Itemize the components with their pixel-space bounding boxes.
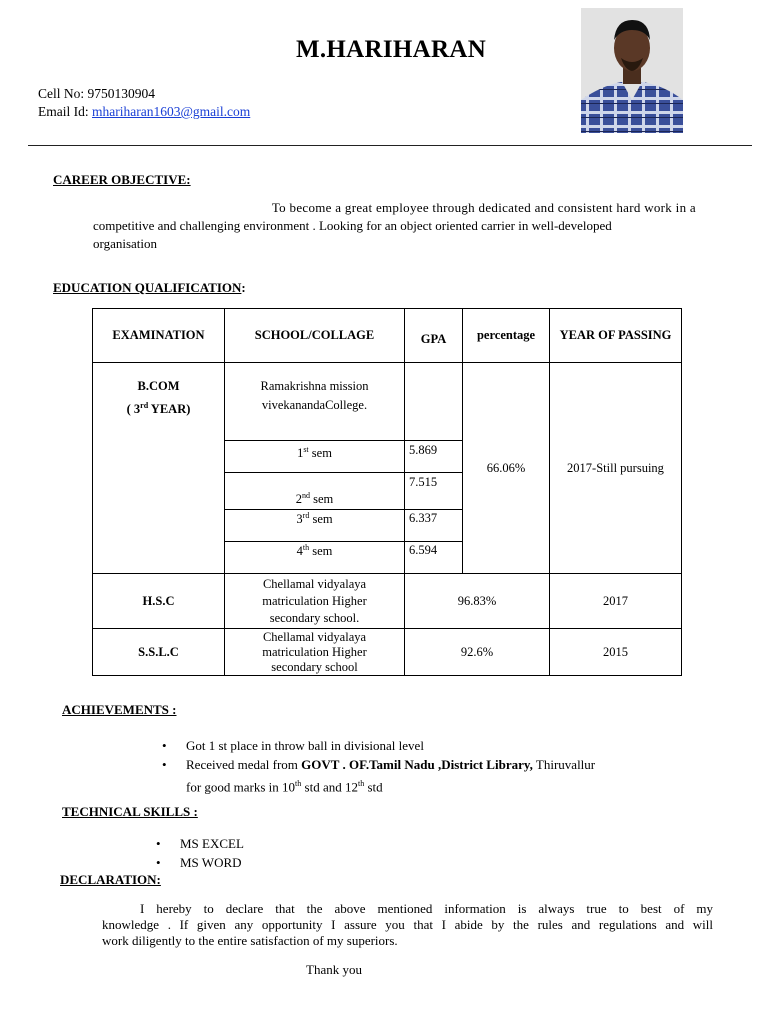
skills-list [156, 834, 244, 872]
header-divider [28, 145, 752, 146]
bcom-exam: B.COM [137, 379, 180, 393]
career-line-1: To become a great employee through dedicated and consistent hard work in a [271, 200, 696, 215]
sem-1-gpa: 5.869 [405, 441, 463, 473]
bullet-icon: • [162, 738, 167, 753]
cell-value: 9750130904 [87, 86, 155, 101]
cell-label: Cell No: [38, 86, 85, 101]
candidate-name: M.HARIHARAN [295, 36, 487, 63]
sslc-school-cell: Chellamal vidyalaya matriculation Higher secondary school [225, 629, 405, 676]
table-row [93, 363, 682, 441]
technical-skills-heading: TECHNICAL SKILLS : [62, 804, 198, 819]
bcom-school-cell [225, 363, 405, 441]
education-table [92, 308, 682, 676]
career-line-2: competitive and challenging environment . Looking for an object oriented carrier in well-developed [93, 218, 612, 233]
sem-4-label: 4th sem [225, 542, 405, 574]
bcom-year-of-study: ( 3rd YEAR) [126, 401, 191, 417]
hsc-school-cell: Chellamal vidyalaya matriculation Higher secondary school. [225, 574, 405, 629]
sem-4-gpa: 6.594 [405, 542, 463, 574]
email-label: Email Id: [38, 104, 89, 119]
bcom-year-passing: 2017-Still pursuing [550, 363, 682, 574]
list-item: • MS EXCEL [156, 836, 244, 851]
declaration-line-2: knowledge . If given any opportunity I assure you that I abide by the rules and regulations and will [102, 917, 713, 932]
header-percentage: percentage [463, 309, 550, 363]
sslc-year-passing: 2015 [550, 629, 682, 676]
sem-2-label: 2nd sem [225, 473, 405, 510]
list-item: • Got 1 st place in throw ball in divisional level [162, 738, 424, 753]
achievements-list [162, 736, 595, 796]
declaration-line-3: work diligently to the entire satisfaction of my superiors. [102, 933, 398, 948]
bcom-school-line-2: vivekanandaCollege. [261, 398, 368, 412]
career-objective-heading: CAREER OBJECTIVE: [53, 172, 191, 187]
sslc-percentage: 92.6% [405, 629, 550, 676]
declaration-text [102, 901, 713, 949]
table-row [93, 574, 682, 629]
header-school: SCHOOL/COLLAGE [225, 309, 405, 363]
email-line [38, 104, 250, 120]
bcom-gpa-empty [405, 363, 463, 441]
sem-3-gpa: 6.337 [405, 510, 463, 542]
sem-2-gpa: 7.515 [405, 473, 463, 510]
header-year: YEAR OF PASSING [550, 309, 682, 363]
declaration-heading: DECLARATION: [60, 872, 161, 887]
header-gpa: GPA [405, 309, 463, 363]
career-line-3: organisation [93, 236, 158, 251]
bullet-icon: • [162, 757, 167, 772]
table-header-row [93, 309, 682, 363]
header-examination: EXAMINATION [93, 309, 225, 363]
list-item: • Received medal from GOVT . OF.Tamil Nadu ,District Library, Thiruvallur for good marks in 10th std and 12th std [162, 757, 596, 795]
email-link[interactable]: mhariharan1603@gmail.com [92, 104, 251, 119]
education-heading: EDUCATION QUALIFICATION [53, 280, 242, 295]
declaration-line-1: I hereby to declare that the above mentioned information is always true to best of my [140, 901, 713, 916]
education-heading-line: EDUCATION QUALIFICATION: [53, 280, 246, 295]
hsc-year-passing: 2017 [550, 574, 682, 629]
sem-1-label: 1st sem [225, 441, 405, 473]
table-row [93, 629, 682, 676]
bcom-school-line-1: Ramakrishna mission [260, 379, 369, 393]
career-objective-text [93, 199, 696, 253]
sem-3-label: 3rd sem [225, 510, 405, 542]
closing-text: Thank you [306, 962, 362, 977]
hsc-exam: H.S.C [93, 574, 225, 629]
sslc-exam: S.S.L.C [93, 629, 225, 676]
list-item: • MS WORD [156, 855, 242, 870]
hsc-percentage: 96.83% [405, 574, 550, 629]
achievements-heading: ACHIEVEMENTS : [62, 702, 177, 717]
bullet-icon: • [156, 855, 161, 870]
bcom-percentage: 66.06% [463, 363, 550, 574]
cell-number-line [38, 86, 155, 102]
bullet-icon: • [156, 836, 161, 851]
bcom-exam-cell [93, 363, 225, 574]
profile-photo [581, 8, 683, 133]
